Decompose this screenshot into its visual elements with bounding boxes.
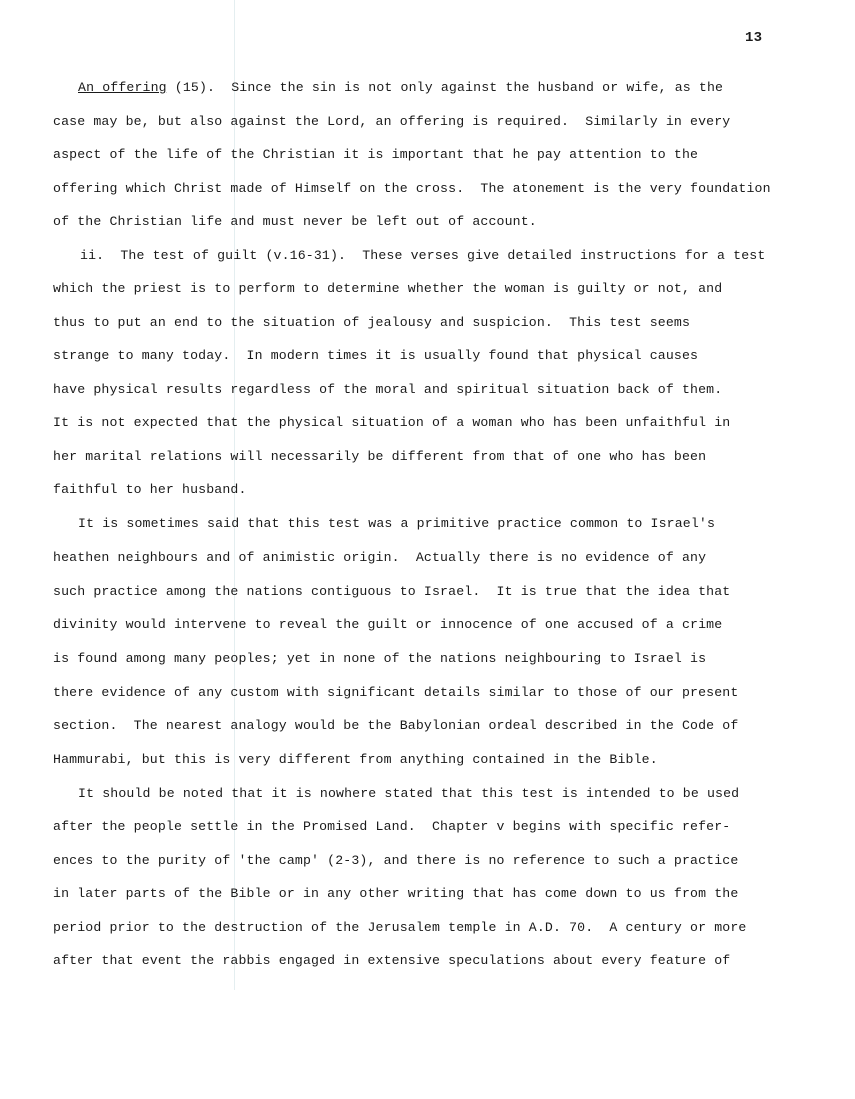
text-line: after the people settle in the Promised Land. Chapter v begins with specific refer- (53, 819, 731, 834)
text-line: divinity would intervene to reveal the guilt or innocence of one accused of a crime (53, 617, 723, 632)
text-line: It should be noted that it is nowhere stated that this test is intended to be used (78, 786, 740, 801)
text-line: case may be, but also against the Lord, an offering is required. Similarly in every (53, 114, 731, 129)
text-line: thus to put an end to the situation of jealousy and suspicion. This test seems (53, 315, 691, 330)
text-line: in later parts of the Bible or in any other writing that has come down to us from the (53, 886, 739, 901)
text-line: section. The nearest analogy would be the Babylonian ordeal described in the Code of (53, 718, 739, 733)
text-line: strange to many today. In modern times it is usually found that physical causes (53, 348, 699, 363)
text-line: which the priest is to perform to determine whether the woman is guilty or not, and (53, 281, 723, 296)
page-number: 13 (745, 30, 763, 46)
text-line: It is sometimes said that this test was a primitive practice common to Israel's (78, 516, 716, 531)
text-line: have physical results regardless of the moral and spiritual situation back of them. (53, 382, 723, 397)
section-heading-offering: An offering (78, 80, 167, 95)
text-line: faithful to her husband. (53, 482, 247, 497)
text-line: Hammurabi, but this is very different from anything contained in the Bible. (53, 752, 658, 767)
text-line: offering which Christ made of Himself on the cross. The atonement is the very foundation (53, 181, 771, 196)
text-line: heathen neighbours and of animistic origin. Actually there is no evidence of any (53, 550, 707, 565)
text-line: ii. The test of guilt (v.16-31). These verses give detailed instructions for a test (80, 248, 766, 263)
text-line: such practice among the nations contiguous to Israel. It is true that the idea that (53, 584, 731, 599)
text-line (78, 78, 723, 98)
text-line: aspect of the life of the Christian it is important that he pay attention to the (53, 147, 699, 162)
text-line: is found among many peoples; yet in none of the nations neighbouring to Israel is (53, 651, 707, 666)
text-line: her marital relations will necessarily be different from that of one who has been (53, 449, 707, 464)
text-line: after that event the rabbis engaged in extensive speculations about every feature of (53, 953, 731, 968)
text-line: of the Christian life and must never be left out of account. (53, 214, 537, 229)
text-line: It is not expected that the physical situation of a woman who has been unfaithful in (53, 415, 731, 430)
text-line: period prior to the destruction of the Jerusalem temple in A.D. 70. A century or more (53, 920, 747, 935)
line-text: (15). Since the sin is not only against the husband or wife, as the (166, 80, 724, 95)
text-line: there evidence of any custom with significant details similar to those of our present (53, 685, 739, 700)
text-line: ences to the purity of 'the camp' (2-3), and there is no reference to such a practice (53, 853, 739, 868)
